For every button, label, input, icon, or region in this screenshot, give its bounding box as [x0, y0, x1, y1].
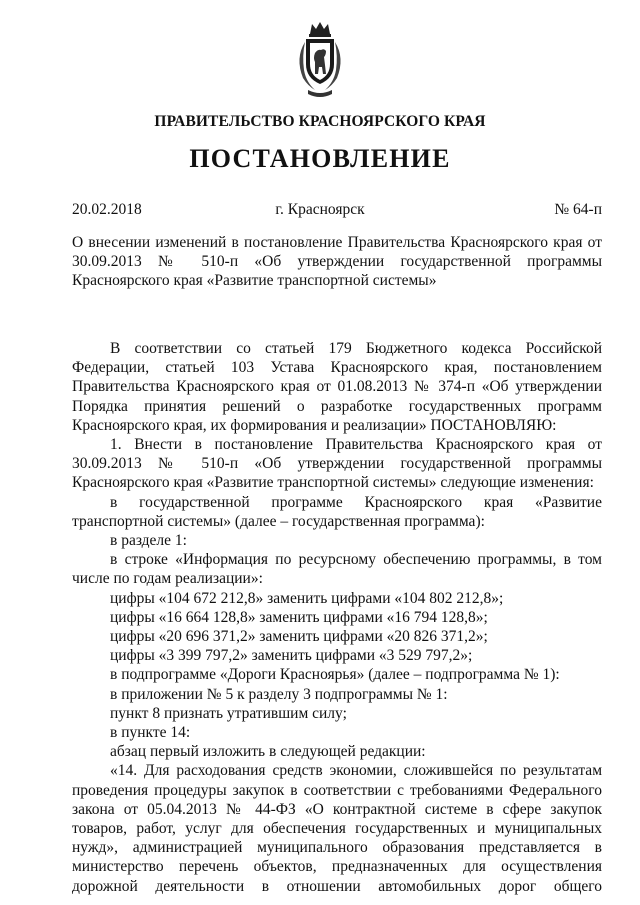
body-paragraph: в государственной программе Красноярского края «Развитие транспортной системы» (далее – государственная программа):: [72, 493, 602, 530]
body-paragraph: цифры «16 664 128,8» заменить цифрами «16 794 128,8»;: [110, 608, 488, 626]
document-type-heading: ПОСТАНОВЛЕНИЕ: [189, 144, 451, 173]
body-paragraph: в пункте 14:: [110, 724, 191, 742]
body-paragraph: «14. Для расходования средств экономии, сложившейся по результатам проведения процедуры закупок в соответствии с требованиями Федерального закона от 05.04.2013 № 44-ФЗ «О контрактной системе в сфере закупок товаров, работ, услуг для обеспечения государственных и муниципальных нужд», администрацией муниципального образования представляется в министерство перечень объектов, предназначенных для осуществления дорожной деятельности в отношении автомобильных дорог общего: [72, 762, 602, 895]
body-paragraph: пункт 8 признать утратившим силу;: [110, 704, 347, 722]
document-body: [72, 339, 602, 896]
title-paragraph: О внесении изменений в постановление Правительства Красноярского края от 30.09.2013 № 510-п «Об утверждении государственной программы Красноярского края «Развитие транспортной системы»: [72, 234, 602, 290]
body-paragraph: в приложении № 5 к разделу 3 подпрограммы № 1:: [110, 685, 448, 703]
body-paragraph: абзац первый изложить в следующей редакции:: [110, 743, 426, 761]
body-paragraph: в разделе 1:: [110, 532, 187, 550]
organization-heading: ПРАВИТЕЛЬСТВО КРАСНОЯРСКОГО КРАЯ: [154, 113, 486, 130]
body-paragraph: В соответствии со статьей 179 Бюджетного кодекса Российской Федерации, статьей 103 Устава Красноярского края, постановлением Правительства Красноярского края от 01.08.2013 № 374-п «Об утверждении Порядка принятия решений о разработке государственных программ Красноярского края, их формирования и реализации» ПОСТАНОВЛЯЮ:: [72, 340, 602, 434]
body-paragraph: цифры «3 399 797,2» заменить цифрами «3 529 797,2»;: [110, 647, 473, 665]
document-city: г. Красноярск: [275, 201, 365, 218]
document-title: [72, 233, 602, 291]
body-paragraph: 1. Внести в постановление Правительства Красноярского края от 30.09.2013 № 510-п «Об утверждении государственной программы Красноярского края «Развитие транспортной системы» следующие изменения:: [72, 436, 602, 492]
body-paragraph: в подпрограмме «Дороги Красноярья» (далее – подпрограмма № 1):: [110, 666, 560, 684]
body-paragraph: цифры «20 696 371,2» заменить цифрами «20 826 371,2»;: [110, 628, 488, 646]
body-paragraph: цифры «104 672 212,8» заменить цифрами «104 802 212,8»;: [110, 589, 504, 607]
body-paragraph: в строке «Информация по ресурсному обеспечению программы, в том числе по годам реализации»:: [72, 551, 602, 588]
document-date: 20.02.2018: [72, 201, 142, 218]
document-number: № 64-п: [554, 201, 602, 218]
coat-of-arms-emblem: [293, 20, 347, 100]
